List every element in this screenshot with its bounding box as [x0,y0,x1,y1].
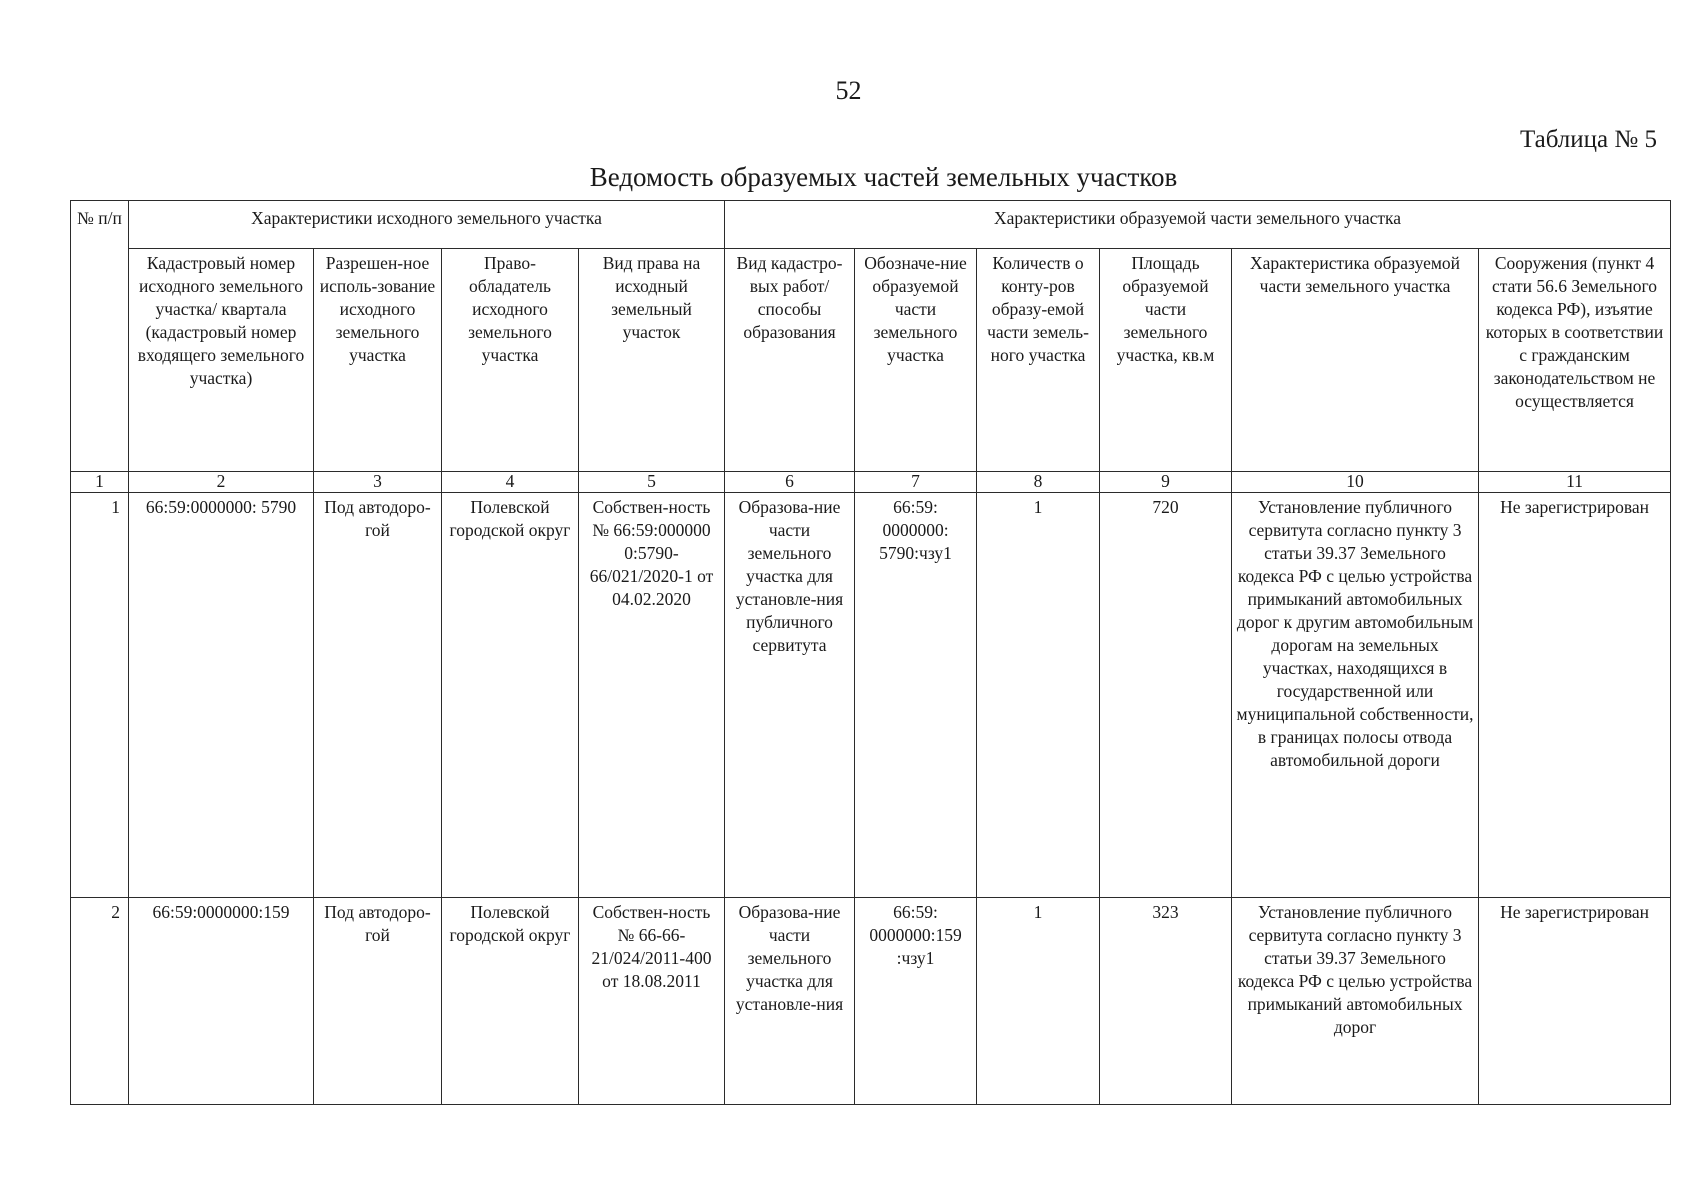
cadastral-work-type: Образова-ние части земельного участка для установле-ния публичного сервитута [725,493,855,898]
part-characteristic: Установление публичного сервитута согласно пункту 3 статьи 39.37 Земельного кодекса РФ с целью устройства примыканий автомобильных дорог к другим автомобильным дорогам на земельных участках, находящихся в государственной или муниципальной собственности, в границах полосы отвода автомобильной дороги [1232,493,1479,898]
column-number: 1 [71,472,129,493]
row-number: 2 [71,898,129,1105]
table-row [71,493,1671,898]
permitted-use: Под автодоро-гой [314,898,442,1105]
right-type: Собствен-ность № 66-66-21/024/2011-400 от 18.08.2011 [579,898,725,1105]
right-holder: Полевской городской округ [442,493,579,898]
group-header-row [71,201,1671,249]
table-label: Таблица № 5 [1519,126,1657,153]
right-type: Собствен-ность № 66:59:000000 0:5790-66/021/2020-1 от 04.02.2020 [579,493,725,898]
column-header-cadastral: Кадастровый номер исходного земельного участка/ квартала (кадастровый номер входящего земельного участка) [129,249,314,472]
column-header-right: Вид права на исходный земельный участок [579,249,725,472]
cadastral-work-type: Образова-ние части земельного участка для установле-ния [725,898,855,1105]
part-designation: 66:59: 0000000:159 :чзу1 [855,898,977,1105]
contour-count: 1 [977,898,1100,1105]
part-area: 323 [1100,898,1232,1105]
contour-count: 1 [977,493,1100,898]
land-parts-table [70,200,1671,1105]
column-header-use: Разрешен-ное исполь-зование исходного земельного участка [314,249,442,472]
column-header-contours: Количеств о конту-ров образу-емой части земель-ного участка [977,249,1100,472]
column-number: 9 [1100,472,1232,493]
column-header-designation: Обозначе-ние образуемой части земельного участка [855,249,977,472]
column-header-work: Вид кадастро-вых работ/ способы образования [725,249,855,472]
column-number-row [71,472,1671,493]
part-designation: 66:59: 0000000: 5790:чзу1 [855,493,977,898]
part-characteristic: Установление публичного сервитута согласно пункту 3 статьи 39.37 Земельного кодекса РФ с целью устройства примыканий автомобильных дорог [1232,898,1479,1105]
page-number: 52 [835,76,862,105]
column-header-row [71,249,1671,472]
column-number: 8 [977,472,1100,493]
column-number: 4 [442,472,579,493]
cadastral-number: 66:59:0000000:159 [129,898,314,1105]
permitted-use: Под автодоро-гой [314,493,442,898]
column-number: 6 [725,472,855,493]
column-number: 5 [579,472,725,493]
row-number: 1 [71,493,129,898]
column-number: 3 [314,472,442,493]
cadastral-number: 66:59:0000000: 5790 [129,493,314,898]
column-number: 7 [855,472,977,493]
index-header: № п/п [71,201,129,472]
column-number: 2 [129,472,314,493]
structures-status: Не зарегистрирован [1479,898,1671,1105]
document-title: Ведомость образуемых частей земельных участков [589,162,1178,192]
column-header-structures: Сооружения (пункт 4 стати 56.6 Земельного кодекса РФ), изъятие которых в соответствии с гражданским законодательством не осуществляется [1479,249,1671,472]
right-holder: Полевской городской округ [442,898,579,1105]
new-part-group-header: Характеристики образуемой части земельного участка [725,201,1671,249]
table-row [71,898,1671,1105]
column-header-area: Площадь образуемой части земельного участка, кв.м [1100,249,1232,472]
source-plot-group-header: Характеристики исходного земельного участка [129,201,725,249]
column-header-characteristic: Характеристика образуемой части земельного участка [1232,249,1479,472]
part-area: 720 [1100,493,1232,898]
column-header-owner: Право-обладатель исходного земельного участка [442,249,579,472]
land-parts-table-container [70,200,1670,1105]
column-number: 11 [1479,472,1671,493]
column-number: 10 [1232,472,1479,493]
structures-status: Не зарегистрирован [1479,493,1671,898]
